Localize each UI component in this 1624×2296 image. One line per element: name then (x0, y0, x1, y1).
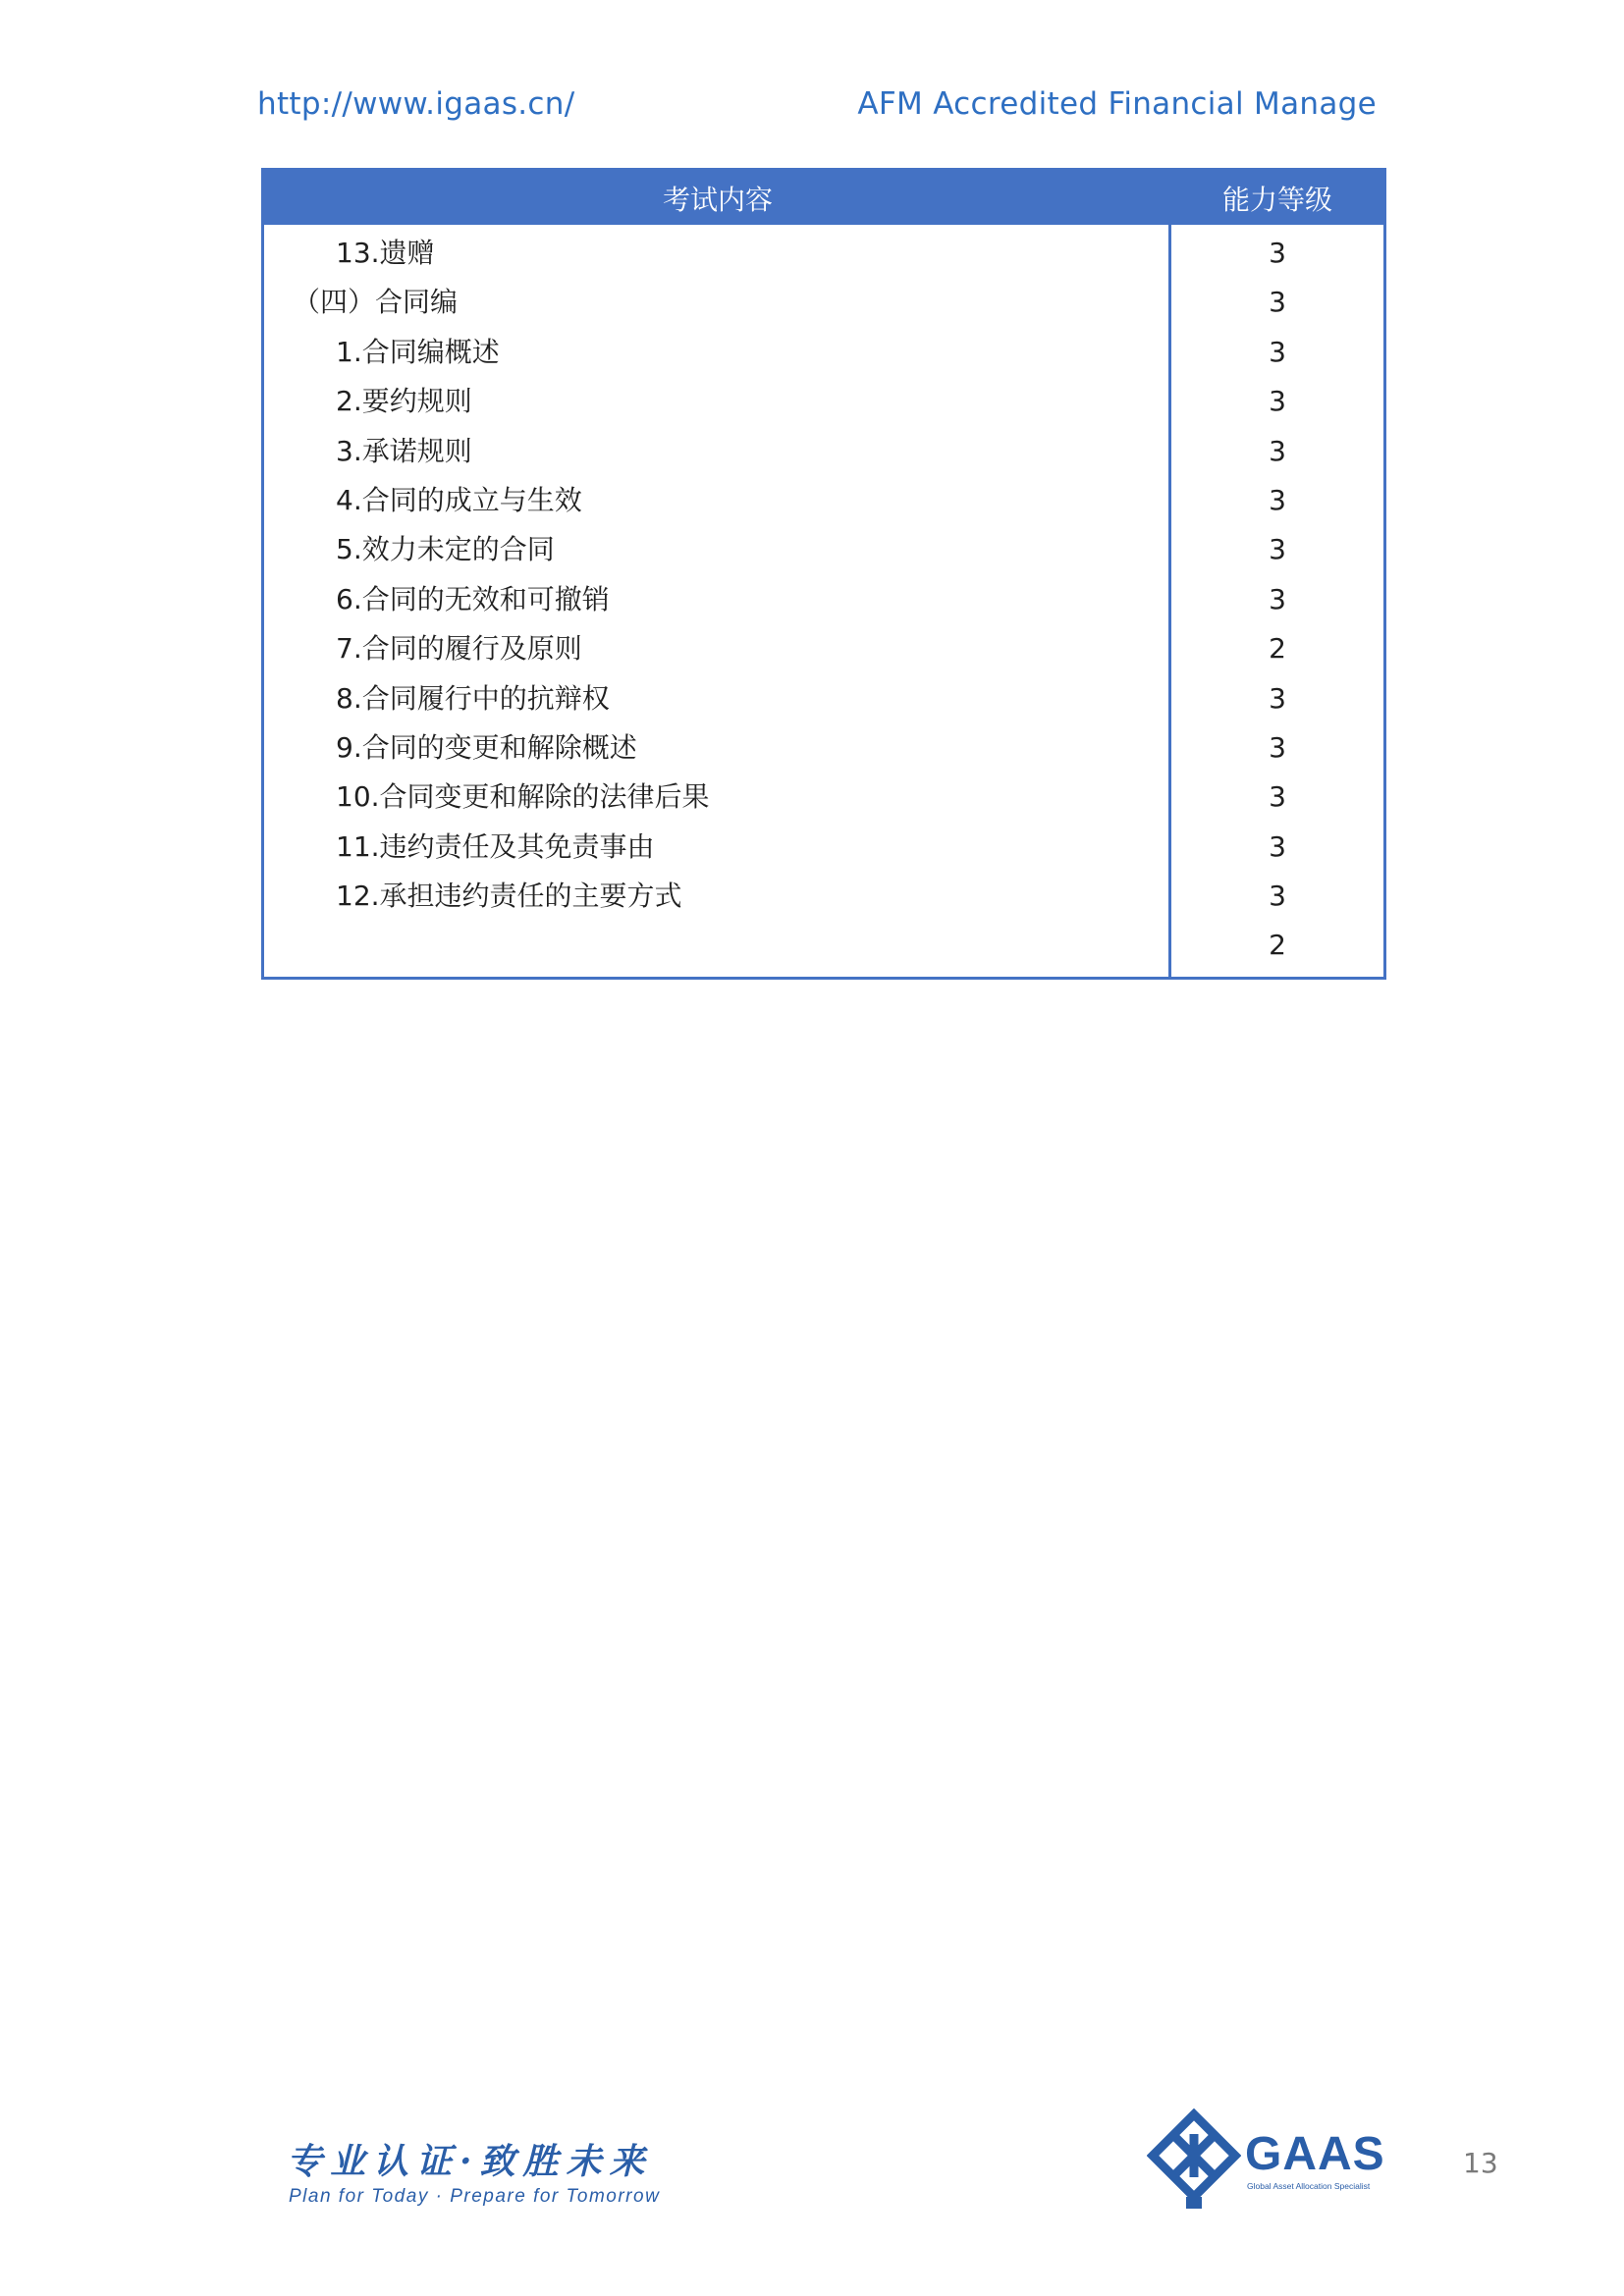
table-row-level: 3 (1269, 385, 1286, 418)
table-row-level: 3 (1269, 880, 1286, 913)
table-row-level: 3 (1269, 730, 1286, 764)
table-row-content: （四）合同编 (293, 286, 459, 319)
table-row-level: 3 (1269, 335, 1286, 368)
gaas-knot-logo-icon (1147, 2109, 1241, 2211)
table-row-level: 3 (1269, 434, 1286, 467)
level-column (1171, 225, 1383, 977)
table-row-content: 7.合同的履行及原则 (336, 632, 582, 666)
table-row-content: 1.合同编概述 (336, 335, 500, 368)
header-exam-content: 考试内容 (662, 183, 773, 216)
header-ability-level: 能力等级 (1221, 183, 1332, 216)
table-row-content: 5.效力未定的合同 (336, 533, 555, 566)
table-row-level: 2 (1269, 632, 1286, 666)
page-number: 13 (1463, 2147, 1498, 2179)
table-body (264, 225, 1383, 977)
table-row-level: 3 (1269, 681, 1286, 715)
table-row-level: 3 (1269, 533, 1286, 566)
table-row-content: 6.合同的无效和可撤销 (336, 582, 610, 615)
table-row-level: 3 (1269, 780, 1286, 814)
table-row-content: 2.要约规则 (336, 385, 472, 418)
table-header-row (264, 171, 1383, 225)
table-row-content: 8.合同履行中的抗辩权 (336, 681, 610, 715)
gaas-logo (1147, 2109, 1386, 2211)
table-row-level: 3 (1269, 829, 1286, 863)
table-row-level: 3 (1269, 582, 1286, 615)
logo-wordmark: GAAS (1245, 2128, 1385, 2180)
header-url: http://www.igaas.cn/ (257, 86, 575, 122)
table-row-content: 11.违约责任及其免责事由 (336, 829, 655, 863)
table-row-content: 10.合同变更和解除的法律后果 (336, 780, 710, 814)
table-row-level: 3 (1269, 286, 1286, 319)
table-row-content: 3.承诺规则 (336, 434, 472, 467)
table-row-level: 2 (1269, 929, 1286, 962)
content-column (264, 225, 1171, 977)
table-row-content: 13.遗赠 (336, 237, 435, 269)
table-row-content: 9.合同的变更和解除概述 (336, 730, 637, 764)
table-row-content: 4.合同的成立与生效 (336, 483, 582, 516)
logo-subtitle: Global Asset Allocation Specialist (1247, 2181, 1371, 2191)
table-row-content: 12.承担违约责任的主要方式 (336, 880, 682, 913)
slogan-chinese: 专业认证·致胜未来 (287, 2141, 653, 2182)
table-row-content (264, 921, 1168, 970)
slogan-english: Plan for Today · Prepare for Tomorrow (289, 2186, 661, 2207)
table-row-level: 3 (1269, 237, 1286, 269)
table-row-level: 3 (1269, 483, 1286, 516)
header-title: AFM Accredited Financial Manage (857, 86, 1377, 122)
exam-content-table (261, 168, 1386, 980)
